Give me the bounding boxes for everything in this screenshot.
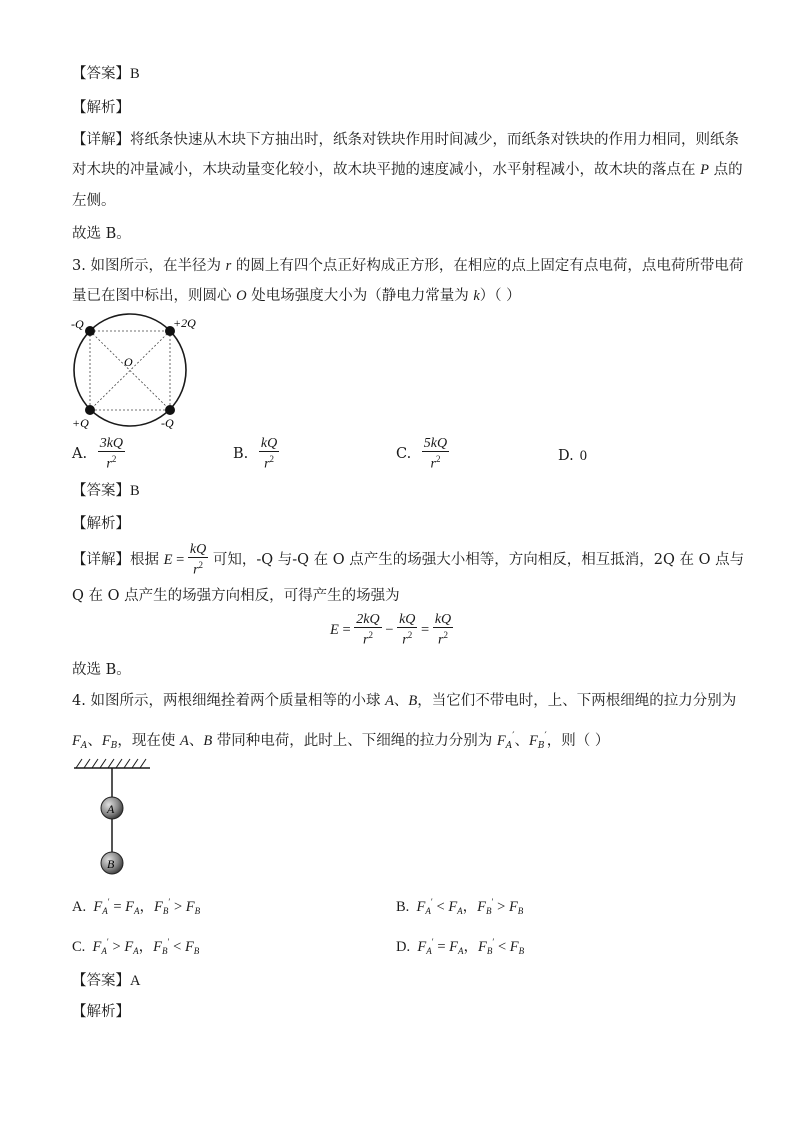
- option-label: A.: [72, 445, 88, 462]
- stem-text: 量已在图中标出，则圆心: [72, 288, 237, 304]
- q3-stem-line2: [72, 286, 521, 306]
- detail-tag: 【详解】: [72, 132, 130, 148]
- option-label: B.: [233, 445, 249, 462]
- q2-detail-line2: [72, 160, 743, 180]
- stem-text: 的圆上有四个点正好构成正方形，在相应的点上固定有点电荷，点电荷所带电荷: [231, 258, 744, 274]
- denominator: $r^2$: [402, 630, 413, 648]
- detail-fraction: [188, 542, 208, 578]
- stem-text: ）（ ）: [479, 288, 521, 304]
- option-label: C.: [72, 939, 86, 955]
- answer-tag: 【答案】: [72, 973, 130, 989]
- relation-2: <: [497, 939, 507, 955]
- detail-text: 将纸条快速从木块下方抽出时，纸条对铁块作用时间减少，而纸条对铁块的作用力相同，则纸条: [130, 132, 739, 148]
- q3-option-d[interactable]: [558, 448, 587, 465]
- ball-a-symbol: A: [385, 693, 394, 709]
- den-var: r: [106, 456, 112, 472]
- detail-text: 可知，-Q 与-Q 在 O 点产生的场强大小相等，方向相反，相互抵消，2Q 在 O 点与: [208, 552, 745, 568]
- q4-stem-line2: $F_A$、$F_B$，现在使 A、B 带同种电荷，此时上、下细绳的拉力分别为 $F_A'$、$F_B'$，则（ ）: [72, 731, 610, 751]
- option-label: C.: [396, 445, 412, 462]
- charge-bottom-left: [85, 405, 95, 415]
- q4-option-c[interactable]: C. $F_A' > F_A$，$F_B' < F_B$: [72, 937, 200, 956]
- relation-1: =: [437, 939, 446, 955]
- den-var: r: [402, 632, 408, 648]
- option-fraction: [422, 436, 449, 472]
- numerator: 5kQ: [423, 436, 448, 451]
- hanging-balls-figure: [70, 756, 160, 880]
- ball-b-symbol: B: [408, 693, 418, 709]
- numerator: kQ: [399, 612, 416, 628]
- label-bottom-left: +Q: [72, 416, 89, 430]
- q3-option-c[interactable]: [396, 436, 449, 472]
- den-var: r: [264, 456, 270, 472]
- stem-text: ，则（ ）: [546, 732, 610, 749]
- q2-answer: [72, 64, 140, 84]
- answer-value: A: [130, 973, 141, 989]
- numerator: kQ: [434, 612, 452, 628]
- option-fraction: [98, 436, 125, 472]
- option-value: 0: [579, 448, 587, 464]
- point-p: P: [700, 162, 709, 178]
- q3-answer: [72, 481, 140, 501]
- label-top-right: +2Q: [173, 316, 196, 330]
- option-label: B.: [396, 899, 410, 915]
- relation-1: >: [112, 939, 121, 955]
- q3-option-a[interactable]: [72, 436, 125, 472]
- q3-conclusion: 故选 B。: [72, 662, 131, 678]
- den-var: r: [430, 456, 436, 472]
- q2-conclusion: 故选 B。: [72, 226, 131, 242]
- den-var: r: [193, 562, 199, 578]
- relation-1: =: [113, 899, 122, 915]
- answer-value: B: [130, 66, 140, 82]
- numerator: 2kQ: [356, 612, 380, 628]
- formula-lhs: E: [330, 622, 339, 638]
- relation-1: <: [436, 899, 445, 915]
- q3-analysis-tag: 【解析】: [72, 516, 130, 532]
- label-center: O: [124, 355, 133, 369]
- q3-stem-line1: [72, 256, 743, 276]
- stem-text: 3. 如图所示，在半径为: [72, 258, 226, 274]
- charge-top-left: [85, 326, 95, 336]
- separator: 、: [393, 693, 409, 709]
- q3-option-b[interactable]: [233, 436, 279, 472]
- stem-text: ，当它们不带电时，上、下两根细绳的拉力分别为: [417, 693, 737, 709]
- denominator: $r^2$: [264, 454, 275, 472]
- stem-text: ，现在使: [117, 732, 180, 749]
- option-label: D.: [558, 448, 574, 464]
- q2-detail-line3: 左侧。: [72, 193, 116, 209]
- option-label: A.: [72, 899, 87, 915]
- numerator: kQ: [260, 436, 278, 451]
- separator: 、: [188, 732, 204, 749]
- denominator: $r^2$: [430, 454, 441, 472]
- relation-2: <: [173, 939, 182, 955]
- label-top-left: -Q: [71, 317, 84, 331]
- q4-stem-line1: [72, 691, 736, 711]
- radius-symbol: r: [225, 258, 232, 274]
- answer-value: B: [130, 483, 140, 499]
- q3-detail-line2: Q 在 O 点产生的场强方向相反，可得产生的场强为: [72, 588, 400, 604]
- ceiling-hatch: [76, 759, 146, 768]
- detail-text: 点的: [708, 162, 743, 178]
- q4-option-d[interactable]: D. $F_A' = F_A$，$F_B' < F_B$: [396, 937, 525, 956]
- q2-detail-line1: [72, 130, 739, 150]
- formula-fraction-2: [397, 612, 417, 648]
- option-fraction: [259, 436, 279, 472]
- numerator: kQ: [189, 542, 207, 558]
- answer-tag: 【答案】: [72, 66, 130, 82]
- charge-bottom-right: [165, 405, 175, 415]
- denominator: $r^2$: [193, 560, 204, 578]
- formula-fraction-1: [354, 612, 381, 648]
- ball-a-symbol: A: [179, 732, 189, 749]
- den-var: r: [438, 632, 444, 648]
- stem-text: 4. 如图所示，两根细绳拴着两个质量相等的小球: [72, 693, 386, 709]
- q4-option-b[interactable]: B. $F_A' < F_A$，$F_B' > F_B$: [396, 897, 524, 916]
- field-symbol: E: [163, 552, 173, 568]
- label-bottom-right: -Q: [161, 416, 174, 430]
- option-label: D.: [396, 939, 411, 955]
- denominator: $r^2$: [362, 630, 373, 648]
- answer-tag: 【答案】: [72, 483, 130, 499]
- q4-option-a[interactable]: A. $F_A' = F_A$，$F_B' > F_B$: [72, 897, 201, 916]
- ball-a-label: A: [107, 802, 115, 816]
- equals-sign: =: [172, 552, 188, 568]
- stem-text: 带同种电荷，此时上、下细绳的拉力分别为: [212, 732, 497, 749]
- charge-circle-figure: [62, 310, 202, 432]
- q4-analysis-tag: 【解析】: [72, 1004, 130, 1020]
- denominator: $r^2$: [106, 454, 117, 472]
- detail-text: 根据: [130, 552, 164, 568]
- ball-b-label: B: [107, 857, 115, 871]
- center-symbol: O: [236, 288, 247, 304]
- den-var: r: [362, 632, 369, 648]
- relation-2: >: [173, 899, 183, 915]
- constant-symbol: k: [473, 288, 480, 304]
- q3-formula: E = $\frac{2kQ}{r^2}$ − $\frac{kQ}{r^2}$ = $\frac{kQ}{r^2}$: [330, 612, 452, 648]
- detail-text: 对木块的冲量减小，木块动量变化较小，故木块平抛的速度减小，水平射程减小，故木块的落点在: [72, 162, 701, 178]
- detail-tag: 【详解】: [72, 552, 130, 568]
- formula-fraction-3: [433, 612, 453, 648]
- q2-analysis-tag: 【解析】: [72, 100, 130, 116]
- q4-answer: [72, 971, 140, 991]
- numerator: 3kQ: [99, 436, 124, 451]
- q3-detail-line1: [72, 542, 744, 578]
- stem-text: 处电场强度大小为（静电力常量为: [246, 288, 474, 304]
- denominator: $r^2$: [438, 630, 448, 648]
- relation-2: >: [497, 899, 506, 915]
- ball-b-symbol: B: [203, 732, 213, 749]
